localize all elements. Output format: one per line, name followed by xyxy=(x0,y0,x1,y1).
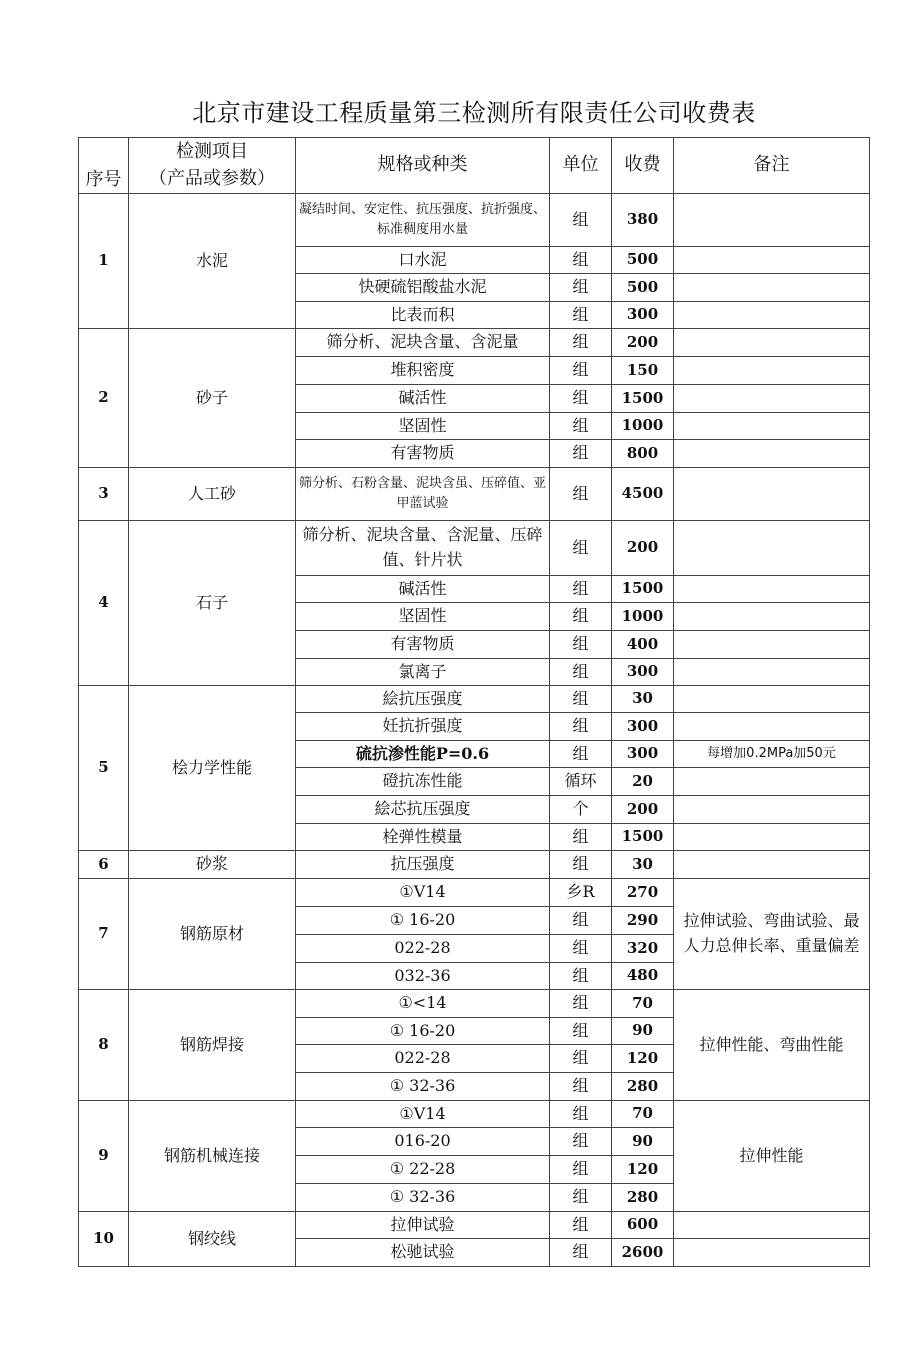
note-cell xyxy=(674,796,870,824)
spec-cell: 筛分析、泥块含量、含泥量 xyxy=(296,329,550,357)
fee-cell: 200 xyxy=(612,329,674,357)
spec-cell: 016-20 xyxy=(296,1128,550,1156)
fee-cell: 4500 xyxy=(612,468,674,521)
note-cell xyxy=(674,851,870,879)
note-cell xyxy=(674,576,870,603)
header-note: 备注 xyxy=(674,138,870,194)
fee-cell: 1000 xyxy=(612,603,674,631)
fee-cell: 300 xyxy=(612,659,674,686)
note-cell xyxy=(674,686,870,713)
unit-cell: 个 xyxy=(550,796,612,824)
unit-cell: 组 xyxy=(550,659,612,686)
fee-cell: 200 xyxy=(612,796,674,824)
unit-cell: 组 xyxy=(550,907,612,935)
unit-cell: 组 xyxy=(550,1018,612,1045)
spec-cell: 口水泥 xyxy=(296,247,550,274)
spec-cell: 有害物质 xyxy=(296,631,550,659)
header-unit: 单位 xyxy=(550,138,612,194)
unit-cell: 组 xyxy=(550,385,612,413)
page-title: 北京市建设工程质量第三检测所有限责任公司收费表 xyxy=(192,99,756,127)
unit-cell: 乡R xyxy=(550,879,612,907)
note-cell xyxy=(674,413,870,440)
header-spec: 规格或种类 xyxy=(296,138,550,194)
unit-cell: 组 xyxy=(550,357,612,385)
unit-cell: 组 xyxy=(550,440,612,468)
note-cell xyxy=(674,468,870,521)
header-item-line1: 检测项目 xyxy=(176,141,248,163)
spec-cell: 坚固性 xyxy=(296,603,550,631)
unit-cell: 组 xyxy=(550,521,612,576)
row-number: 10 xyxy=(79,1212,129,1267)
test-item: 桧力学性能 xyxy=(129,686,296,851)
fee-cell: 320 xyxy=(612,935,674,963)
unit-cell: 组 xyxy=(550,741,612,768)
unit-cell: 组 xyxy=(550,824,612,851)
table-row xyxy=(79,851,870,879)
test-item: 水泥 xyxy=(129,194,296,329)
table-row xyxy=(79,468,870,521)
table-row xyxy=(79,1212,870,1239)
fee-cell: 800 xyxy=(612,440,674,468)
note-cell xyxy=(674,631,870,659)
spec-cell: 022-28 xyxy=(296,1045,550,1073)
spec-cell: 筛分析、石粉含量、泥块含虽、压碎值、亚甲蓝试验 xyxy=(296,468,550,521)
spec-cell: 032-36 xyxy=(296,963,550,990)
unit-cell: 组 xyxy=(550,194,612,247)
spec-cell: 筛分析、泥块含量、含泥量、压碎值、针片状 xyxy=(296,521,550,576)
unit-cell: 组 xyxy=(550,413,612,440)
table-row xyxy=(79,329,870,357)
spec-cell: 絵芯抗压强度 xyxy=(296,796,550,824)
fee-cell: 30 xyxy=(612,686,674,713)
spec-cell: 碱活性 xyxy=(296,576,550,603)
test-item: 钢筋焊接 xyxy=(129,990,296,1101)
row-number: 1 xyxy=(79,194,129,329)
unit-cell: 组 xyxy=(550,631,612,659)
note-cell xyxy=(674,357,870,385)
table-row xyxy=(79,1101,870,1128)
fee-cell: 1000 xyxy=(612,413,674,440)
fee-cell: 380 xyxy=(612,194,674,247)
header-item xyxy=(129,138,296,194)
spec-cell: 快硬硫铝酸盐水泥 xyxy=(296,274,550,302)
fee-cell: 500 xyxy=(612,274,674,302)
fee-cell: 500 xyxy=(612,247,674,274)
unit-cell: 组 xyxy=(550,935,612,963)
header-row xyxy=(79,138,870,194)
unit-cell: 组 xyxy=(550,963,612,990)
row-number: 8 xyxy=(79,990,129,1101)
fee-cell: 200 xyxy=(612,521,674,576)
table-row xyxy=(79,990,870,1018)
unit-cell: 组 xyxy=(550,1156,612,1184)
fee-cell: 20 xyxy=(612,768,674,796)
test-item: 人工砂 xyxy=(129,468,296,521)
spec-cell: 拉伸试验 xyxy=(296,1212,550,1239)
unit-cell: 组 xyxy=(550,1212,612,1239)
test-item: 钢筋原材 xyxy=(129,879,296,990)
unit-cell: 组 xyxy=(550,713,612,741)
note-cell xyxy=(674,302,870,329)
row-number: 9 xyxy=(79,1101,129,1212)
note-cell: 每增加0.2MPa加50元 xyxy=(674,741,870,768)
unit-cell: 组 xyxy=(550,990,612,1018)
unit-cell: 组 xyxy=(550,1101,612,1128)
spec-cell: ① 16-20 xyxy=(296,907,550,935)
table-row xyxy=(79,879,870,907)
fee-cell: 70 xyxy=(612,1101,674,1128)
spec-cell: 硫抗渗性能P=0.6 xyxy=(296,741,550,768)
fee-cell: 90 xyxy=(612,1128,674,1156)
unit-cell: 组 xyxy=(550,468,612,521)
fee-cell: 120 xyxy=(612,1156,674,1184)
note-cell xyxy=(674,274,870,302)
spec-cell: ① 16-20 xyxy=(296,1018,550,1045)
fee-cell: 270 xyxy=(612,879,674,907)
header-item-line2: （产品或参数） xyxy=(149,167,275,189)
row-number: 7 xyxy=(79,879,129,990)
unit-cell: 组 xyxy=(550,247,612,274)
note-cell xyxy=(674,768,870,796)
note-cell xyxy=(674,1212,870,1239)
spec-cell: 凝结时间、安定性、抗压强度、抗折强度、标准稠度用水量 xyxy=(296,194,550,247)
spec-cell: 絵抗压强度 xyxy=(296,686,550,713)
spec-cell: 坚固性 xyxy=(296,413,550,440)
fee-cell: 300 xyxy=(612,741,674,768)
fee-cell: 120 xyxy=(612,1045,674,1073)
test-item: 钢绞线 xyxy=(129,1212,296,1267)
unit-cell: 循环 xyxy=(550,768,612,796)
fee-cell: 70 xyxy=(612,990,674,1018)
row-number: 6 xyxy=(79,851,129,879)
test-item: 砂浆 xyxy=(129,851,296,879)
spec-cell: 松驰试验 xyxy=(296,1239,550,1267)
spec-cell: ① 32-36 xyxy=(296,1184,550,1212)
spec-cell: 氯离子 xyxy=(296,659,550,686)
fee-cell: 280 xyxy=(612,1073,674,1101)
spec-cell: 妊抗折强度 xyxy=(296,713,550,741)
unit-cell: 组 xyxy=(550,329,612,357)
spec-cell: 堆积密度 xyxy=(296,357,550,385)
fee-cell: 150 xyxy=(612,357,674,385)
note-cell xyxy=(674,713,870,741)
note-cell: 拉伸性能 xyxy=(674,1101,870,1212)
note-cell xyxy=(674,1239,870,1267)
fee-cell: 30 xyxy=(612,851,674,879)
note-cell xyxy=(674,659,870,686)
note-cell xyxy=(674,521,870,576)
spec-cell: ①<14 xyxy=(296,990,550,1018)
spec-cell: ① 22-28 xyxy=(296,1156,550,1184)
fee-cell: 300 xyxy=(612,713,674,741)
note-cell xyxy=(674,824,870,851)
row-number: 2 xyxy=(79,329,129,468)
unit-cell: 组 xyxy=(550,603,612,631)
fee-cell: 480 xyxy=(612,963,674,990)
note-cell xyxy=(674,440,870,468)
unit-cell: 组 xyxy=(550,1073,612,1101)
fee-cell: 2600 xyxy=(612,1239,674,1267)
fee-cell: 1500 xyxy=(612,576,674,603)
fee-cell: 1500 xyxy=(612,385,674,413)
fee-cell: 90 xyxy=(612,1018,674,1045)
fee-cell: 290 xyxy=(612,907,674,935)
note-cell: 拉伸试验、弯曲试验、最人力总伸长率、重量偏差 xyxy=(674,879,870,990)
spec-cell: 022-28 xyxy=(296,935,550,963)
table-body xyxy=(79,194,870,1267)
spec-cell: 栓弹性模量 xyxy=(296,824,550,851)
spec-cell: 有害物质 xyxy=(296,440,550,468)
note-cell xyxy=(674,603,870,631)
row-number: 4 xyxy=(79,521,129,686)
spec-cell: 碱活性 xyxy=(296,385,550,413)
spec-cell: 抗压强度 xyxy=(296,851,550,879)
test-item: 石子 xyxy=(129,521,296,686)
header-no: 序号 xyxy=(79,138,129,194)
fee-cell: 400 xyxy=(612,631,674,659)
unit-cell: 组 xyxy=(550,576,612,603)
fee-cell: 600 xyxy=(612,1212,674,1239)
spec-cell: ①V14 xyxy=(296,1101,550,1128)
unit-cell: 组 xyxy=(550,1128,612,1156)
spec-cell: 磴抗冻性能 xyxy=(296,768,550,796)
fee-table xyxy=(78,137,870,1267)
table-row xyxy=(79,521,870,576)
fee-cell: 1500 xyxy=(612,824,674,851)
row-number: 3 xyxy=(79,468,129,521)
unit-cell: 组 xyxy=(550,686,612,713)
test-item: 钢筋机械连接 xyxy=(129,1101,296,1212)
spec-cell: 比表而积 xyxy=(296,302,550,329)
fee-cell: 300 xyxy=(612,302,674,329)
unit-cell: 组 xyxy=(550,851,612,879)
note-cell: 拉伸性能、弯曲性能 xyxy=(674,990,870,1101)
fee-cell: 280 xyxy=(612,1184,674,1212)
unit-cell: 组 xyxy=(550,1239,612,1267)
unit-cell: 组 xyxy=(550,302,612,329)
note-cell xyxy=(674,385,870,413)
table-row xyxy=(79,686,870,713)
header-fee: 收费 xyxy=(612,138,674,194)
test-item: 砂子 xyxy=(129,329,296,468)
note-cell xyxy=(674,194,870,247)
unit-cell: 组 xyxy=(550,1045,612,1073)
spec-cell: ① 32-36 xyxy=(296,1073,550,1101)
row-number: 5 xyxy=(79,686,129,851)
unit-cell: 组 xyxy=(550,274,612,302)
spec-cell: ①V14 xyxy=(296,879,550,907)
unit-cell: 组 xyxy=(550,1184,612,1212)
table-row xyxy=(79,194,870,247)
note-cell xyxy=(674,329,870,357)
note-cell xyxy=(674,247,870,274)
